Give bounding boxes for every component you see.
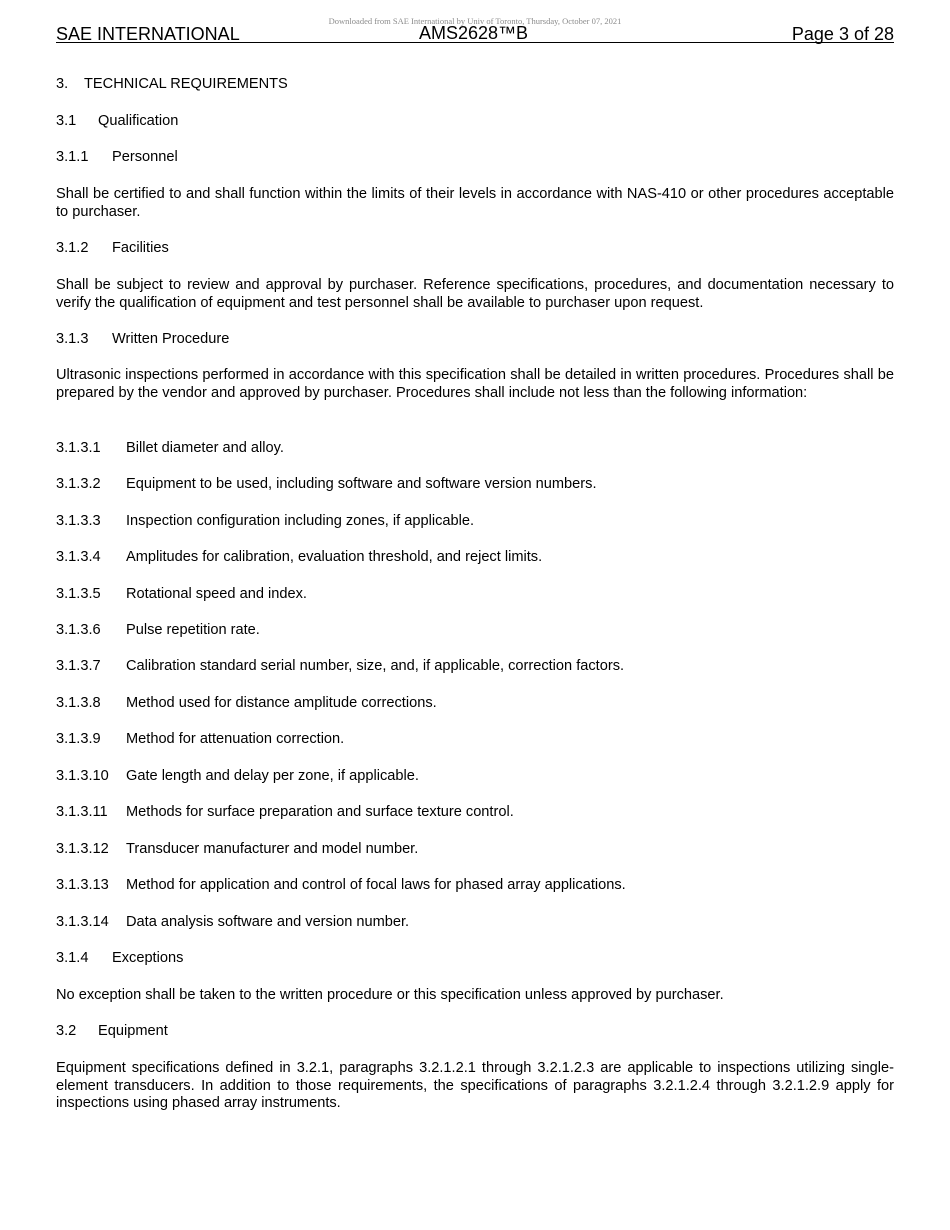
list-item xyxy=(56,658,894,676)
section-heading-3-1-2 xyxy=(56,240,894,258)
item-text: Method for application and control of focal laws for phased array applications. xyxy=(126,877,626,893)
item-text: Method for attenuation correction. xyxy=(126,731,345,747)
section-number: 3.1.4 xyxy=(56,950,89,966)
item-number: 3.1.3.13 xyxy=(56,877,109,893)
list-item xyxy=(56,549,894,567)
list-item xyxy=(56,841,894,859)
item-text: Rotational speed and index. xyxy=(126,586,307,602)
section-heading-3-1-1 xyxy=(56,149,894,167)
list-item xyxy=(56,513,894,531)
item-number: 3.1.3.11 xyxy=(56,804,108,820)
header-document-id: AMS2628™B xyxy=(419,23,529,43)
item-text: Method used for distance amplitude corrections. xyxy=(126,695,437,711)
item-text: Equipment to be used, including software and software version numbers. xyxy=(126,476,597,492)
header-publisher: SAE INTERNATIONAL xyxy=(56,24,240,44)
section-number: 3.1 xyxy=(56,113,77,129)
item-number: 3.1.3.1 xyxy=(56,440,101,456)
item-number: 3.1.3.7 xyxy=(56,658,101,674)
section-heading-3-2 xyxy=(56,1023,894,1041)
list-item xyxy=(56,804,894,822)
paragraph-equipment: Equipment specifications defined in 3.2.1, paragraphs 3.2.1.2.1 through 3.2.1.2.3 are applicable to inspections utilizing single-element transducers. In addition to those requirements, the specifications of paragraphs 3.2.1.2.4 through 3.2.1.2.9 apply for inspections using phased array instruments. xyxy=(56,1060,894,1111)
list-item xyxy=(56,695,894,713)
section-heading-3 xyxy=(56,76,894,94)
list-item xyxy=(56,440,894,458)
section-number: 3.1.1 xyxy=(56,149,89,165)
item-number: 3.1.3.9 xyxy=(56,731,101,747)
item-text: Billet diameter and alloy. xyxy=(126,440,284,456)
section-title: Exceptions xyxy=(112,950,184,966)
list-item xyxy=(56,768,894,786)
item-number: 3.1.3.3 xyxy=(56,513,101,529)
section-title: Qualification xyxy=(98,113,179,129)
list-item xyxy=(56,476,894,494)
section-number: 3.1.2 xyxy=(56,240,89,256)
paragraph-personnel: Shall be certified to and shall function within the limits of their levels in accordance with NAS-410 or other procedures acceptable to purchaser. xyxy=(56,186,894,220)
list-item xyxy=(56,731,894,749)
item-number: 3.1.3.12 xyxy=(56,841,109,857)
header-page-number: Page 3 of 28 xyxy=(791,24,894,44)
item-number: 3.1.3.8 xyxy=(56,695,101,711)
section-heading-3-1 xyxy=(56,113,894,131)
section-title: Facilities xyxy=(112,240,169,256)
section-title: TECHNICAL REQUIREMENTS xyxy=(84,76,288,92)
section-title: Written Procedure xyxy=(112,331,230,347)
item-text: Amplitudes for calibration, evaluation threshold, and reject limits. xyxy=(126,549,543,565)
item-number: 3.1.3.10 xyxy=(56,768,109,784)
item-number: 3.1.3.14 xyxy=(56,914,109,930)
section-number: 3.1.3 xyxy=(56,331,89,347)
item-text: Pulse repetition rate. xyxy=(126,622,260,638)
section-number: 3.2 xyxy=(56,1023,77,1039)
list-item xyxy=(56,622,894,640)
section-title: Equipment xyxy=(98,1023,168,1039)
paragraph-facilities: Shall be subject to review and approval by purchaser. Reference specifications, procedures, and documentation necessary to verify the qualification of equipment and test personnel shall be available to purchaser upon request. xyxy=(56,277,894,311)
section-number: 3. xyxy=(56,76,69,92)
item-number: 3.1.3.6 xyxy=(56,622,101,638)
section-heading-3-1-3 xyxy=(56,331,894,349)
paragraph-exceptions: No exception shall be taken to the written procedure or this specification unless approved by purchaser. xyxy=(56,987,724,1003)
item-text: Inspection configuration including zones, if applicable. xyxy=(126,513,475,529)
item-text: Transducer manufacturer and model number. xyxy=(126,841,419,857)
item-text: Methods for surface preparation and surface texture control. xyxy=(126,804,514,820)
item-text: Calibration standard serial number, size, and, if applicable, correction factors. xyxy=(126,658,625,674)
item-number: 3.1.3.5 xyxy=(56,586,101,602)
item-number: 3.1.3.2 xyxy=(56,476,101,492)
item-number: 3.1.3.4 xyxy=(56,549,101,565)
page-header xyxy=(56,22,894,43)
list-item xyxy=(56,877,894,895)
item-text: Gate length and delay per zone, if applicable. xyxy=(126,768,419,784)
download-watermark: Downloaded from SAE International by Univ of Toronto, Thursday, October 07, 2021 xyxy=(328,16,622,26)
section-heading-3-1-4 xyxy=(56,950,894,968)
list-item xyxy=(56,914,894,932)
item-text: Data analysis software and version number. xyxy=(126,914,410,930)
section-title: Personnel xyxy=(112,149,178,165)
paragraph-written-procedure: Ultrasonic inspections performed in accordance with this specification shall be detailed in written procedures. Procedures shall be prepared by the vendor and approved by purchaser. Procedures shall include not less than the following information: xyxy=(56,367,894,401)
list-item xyxy=(56,586,894,604)
